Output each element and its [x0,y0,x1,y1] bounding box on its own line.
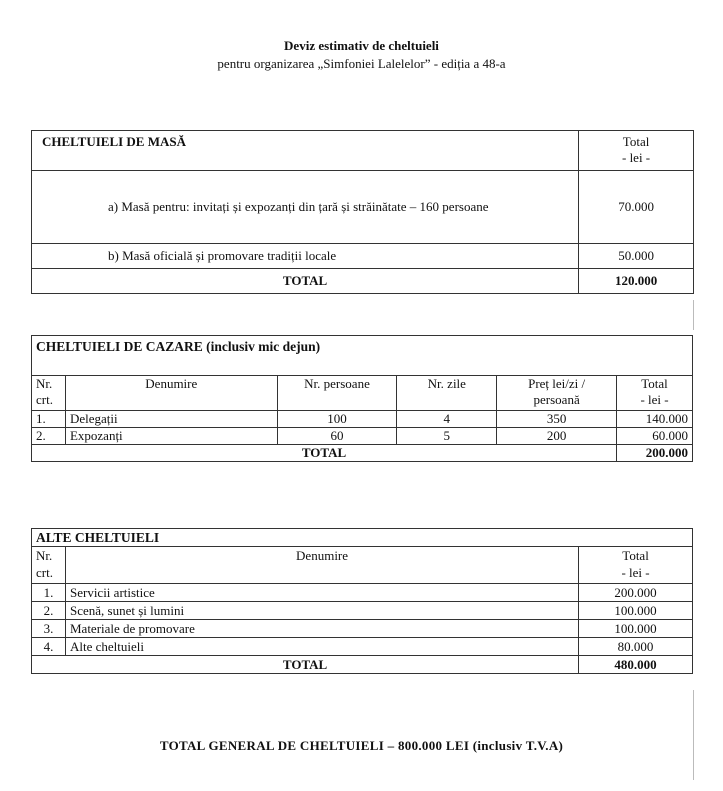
masa-row-label: a) Masă pentru: invitați și expozanți din țară și străinătate – 160 persoane [32,171,579,244]
cell-name: Scenă, sunet și lumini [65,602,578,620]
cell-total: 60.000 [617,428,693,445]
col-header-persoane: Nr. persoane [277,376,397,411]
col-header-denumire: Denumire [65,376,277,411]
masa-total-value: 120.000 [579,269,694,294]
scan-artifact-line [693,300,694,330]
table-row [32,244,694,269]
table-cheltuieli-masa [31,130,694,294]
cell-price: 350 [497,411,617,428]
document-subtitle: pentru organizarea „Simfoniei Lalelelor” - ediția a 48-a [217,56,506,71]
total-row [32,656,693,674]
cell-nr: 3. [32,620,66,638]
cell-nr: 4. [32,638,66,656]
cell-nr: 1. [32,411,66,428]
cell-total: 100.000 [579,620,693,638]
cell-nr: 2. [32,602,66,620]
total-row [32,445,693,462]
cell-name: Alte cheltuieli [65,638,578,656]
table-row [32,602,693,620]
cell-total: 200.000 [579,584,693,602]
alte-total-value: 480.000 [579,656,693,674]
cell-total: 140.000 [617,411,693,428]
cell-persons: 100 [277,411,397,428]
table-row [32,411,693,428]
col-header-total: Total - lei - [617,376,693,411]
masa-total-header: Total - lei - [579,131,694,171]
cell-nr: 2. [32,428,66,445]
cazare-total-label: TOTAL [32,445,617,462]
col-header-denumire: Denumire [65,547,578,584]
document-title: Deviz estimativ de cheltuieli [284,38,439,53]
table-row [32,584,693,602]
col-header-zile: Nr. zile [397,376,497,411]
table-row [32,428,693,445]
cell-name: Delegații [65,411,277,428]
cell-persons: 60 [277,428,397,445]
cell-name: Servicii artistice [65,584,578,602]
cell-total: 100.000 [579,602,693,620]
col-header-nr: Nr. crt. [32,376,66,411]
table-row [32,638,693,656]
masa-row-total: 50.000 [579,244,694,269]
cell-nr: 1. [32,584,66,602]
cell-days: 5 [397,428,497,445]
cell-days: 4 [397,411,497,428]
col-header-nr: Nr. crt. [32,547,66,584]
col-header-pret: Preț lei/zi / persoană [497,376,617,411]
masa-row-label: b) Masă oficială și promovare tradiții locale [32,244,579,269]
cazare-heading: CHELTUIELI DE CAZARE (inclusiv mic dejun) [32,336,693,376]
cell-name: Expozanți [65,428,277,445]
scan-artifact-line [693,690,694,780]
masa-heading: CHELTUIELI DE MASĂ [32,131,579,171]
table-row [32,171,694,244]
table-row [32,620,693,638]
cell-price: 200 [497,428,617,445]
table-cheltuieli-cazare [31,335,693,462]
col-header-total: Total - lei - [579,547,693,584]
masa-total-label: TOTAL [32,269,579,294]
table-alte-cheltuieli [31,528,693,674]
cazare-total-value: 200.000 [617,445,693,462]
cell-total: 80.000 [579,638,693,656]
grand-total: TOTAL GENERAL DE CHELTUIELI – 800.000 LEI (inclusiv T.V.A) [159,738,564,753]
alte-total-label: TOTAL [32,656,579,674]
alte-heading: ALTE CHELTUIELI [32,529,693,547]
total-row [32,269,694,294]
cell-name: Materiale de promovare [65,620,578,638]
masa-row-total: 70.000 [579,171,694,244]
